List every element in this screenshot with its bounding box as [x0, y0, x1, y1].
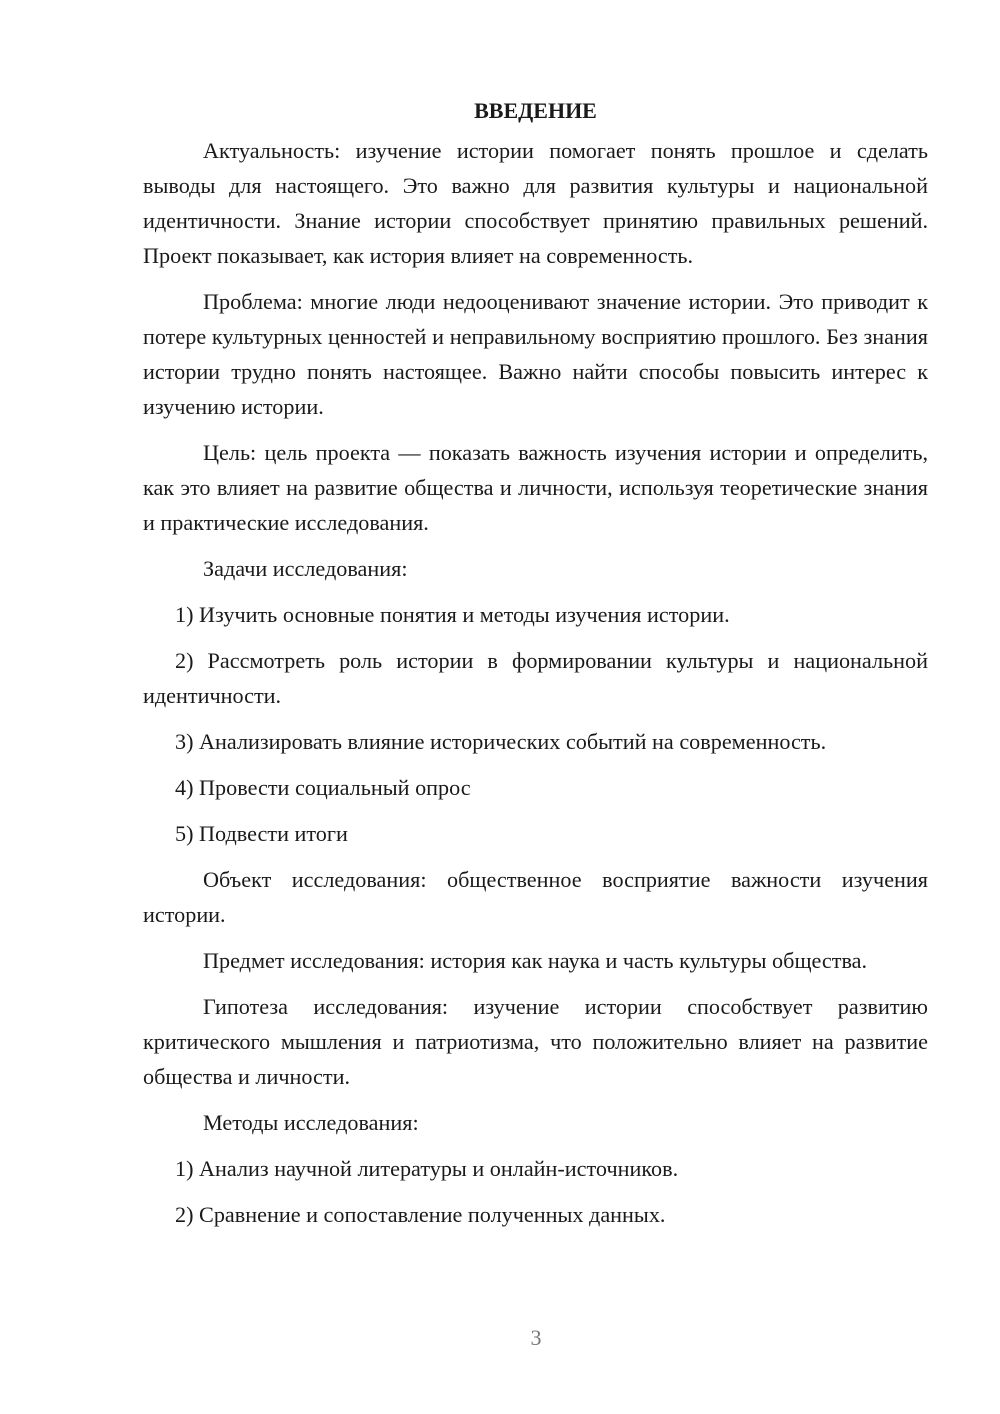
object-paragraph: Объект исследования: общественное восприятие важности изучения истории. [143, 867, 928, 927]
task-item: 1) Изучить основные понятия и методы изучения истории. [175, 602, 730, 627]
task-item: 5) Подвести итоги [175, 821, 348, 846]
problem-paragraph: Проблема: многие люди недооценивают значение истории. Это приводит к потере культурных ценностей и неправильному восприятию прошлого. Без знания истории трудно понять настоящее. Важно найти способы повысить интерес к изучению истории. [143, 289, 928, 419]
goal-paragraph: Цель: цель проекта — показать важность изучения истории и определить, как это влияет на развитие общества и личности, используя теоретические знания и практические исследования. [143, 440, 928, 535]
task-item: 4) Провести социальный опрос [175, 775, 471, 800]
task-item: 3) Анализировать влияние исторических событий на современность. [175, 729, 827, 754]
page-title: ВВЕДЕНИЕ [474, 98, 597, 123]
hypothesis-paragraph: Гипотеза исследования: изучение истории способствует развитию критического мышления и патриотизма, что положительно влияет на развитие общества и личности. [143, 994, 928, 1089]
subject-paragraph: Предмет исследования: история как наука и часть культуры общества. [203, 948, 868, 973]
tasks-heading: Задачи исследования: [203, 556, 408, 581]
document-page [143, 93, 928, 1243]
task-item: 2) Рассмотреть роль истории в формировании культуры и национальной идентичности. [143, 648, 928, 708]
relevance-paragraph: Актуальность: изучение истории помогает понять прошлое и сделать выводы для настоящего. Это важно для развития культуры и национальной идентичности. Знание истории способствует принятию правильных решений. Проект показывает, как история влияет на современность. [143, 138, 928, 268]
methods-heading: Методы исследования: [203, 1110, 419, 1135]
page-number: 3 [530, 1325, 542, 1350]
method-item: 2) Сравнение и сопоставление полученных данных. [175, 1202, 666, 1227]
method-item: 1) Анализ научной литературы и онлайн-источников. [175, 1156, 679, 1181]
